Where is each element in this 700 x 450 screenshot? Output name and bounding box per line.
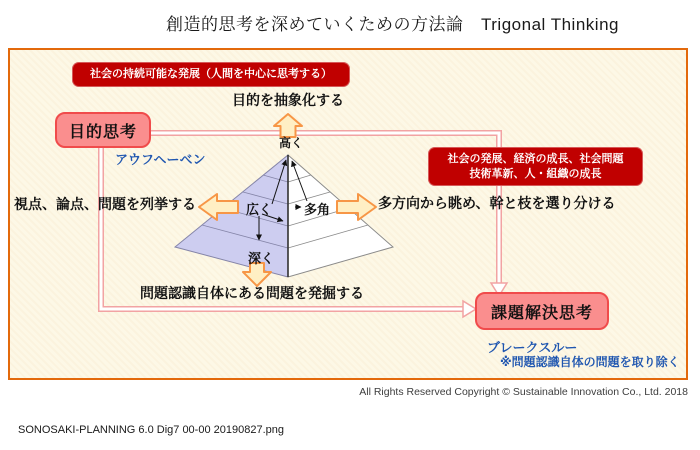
copyright-text: All Rights Reserved Copyright © Sustainable Innovation Co., Ltd. 2018	[359, 386, 688, 398]
label-excavate-problems: 問題認識自体にある問題を発掘する	[140, 285, 364, 301]
label-multidirectional-view: 多方向から眺め、幹と枝を選り分ける	[378, 195, 616, 211]
source-filename-text: SONOSAKI-PLANNING 6.0 Dig7 00-00 20190827.png	[18, 424, 284, 436]
callout-sustainable-development	[72, 62, 350, 87]
callout-society-line2: 技術革新、人・組織の成長	[469, 167, 602, 180]
pyramid-label-deep: 深く	[248, 251, 275, 266]
label-abstract-purpose: 目的を抽象化する	[232, 92, 344, 108]
callout-society-line1: 社会の発展、経済の成長、社会問題	[447, 152, 624, 165]
pyramid-label-wide: 広く	[246, 202, 273, 217]
label-breakthrough: ブレークスルー	[487, 340, 578, 355]
label-aufheben: アウフヘーベン	[115, 152, 206, 167]
pyramid-label-high: 高く	[279, 136, 304, 150]
pyramid-label-multiangle: 多角	[304, 202, 331, 217]
label-enumerate-viewpoints: 視点、論点、問題を列挙する	[14, 196, 196, 212]
node-problem-solving-thinking: 課題解決思考	[475, 292, 609, 330]
node-purpose-thinking: 目的思考	[55, 112, 151, 148]
page-title: 創造的思考を深めていくための方法論 Trigonal Thinking	[166, 15, 619, 34]
callout-society-growth	[428, 147, 643, 186]
label-breakthrough-note: ※問題認識自体の問題を取り除く	[500, 355, 680, 369]
callout-sustainable-text: 社会の持続可能な発展（人間を中心に思考する）	[90, 68, 332, 81]
